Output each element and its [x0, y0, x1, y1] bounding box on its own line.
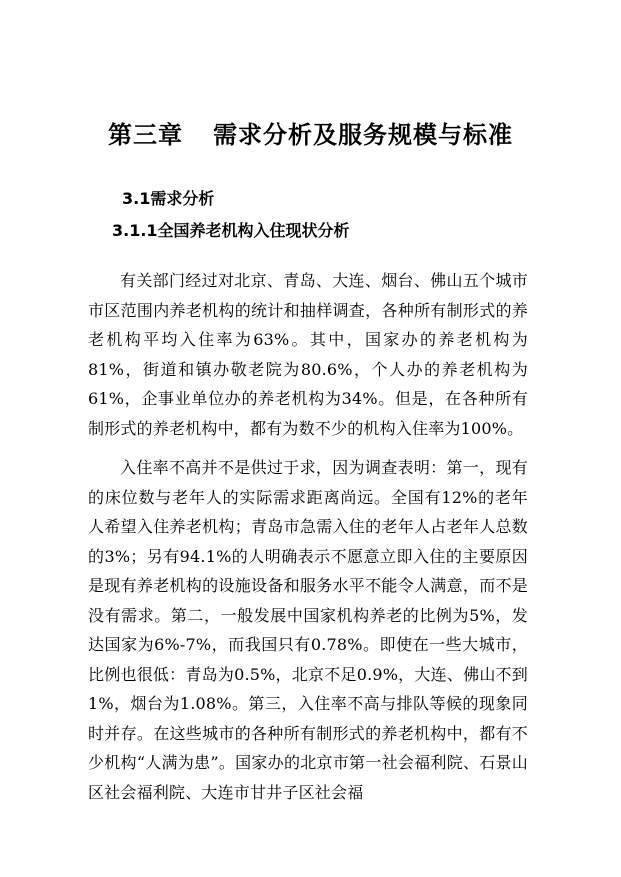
chapter-title-text: 需求分析及服务规模与标准	[213, 121, 513, 149]
section-heading: 3.1需求分析	[122, 189, 215, 208]
body-paragraph-1: 有关部门经过对北京、青岛、大连、烟台、佛山五个城市市区范围内养老机构的统计和抽样调查，各种所有制形式的养老机构平均入住率为63%。其中，国家办的养老机构为81%，街道和镇办敬老院为80.6%，个人办的养老机构为61%，企事业单位办的养老机构为34%。但是，在各种所有制形式的养老机构中，都有为数不少的机构入住率为100%。	[88, 271, 528, 438]
body-paragraph-2: 入住率不高并不是供过于求，因为调查表明：第一，现有的床位数与老年人的实际需求距离尚远。全国有12%的老年人希望入住养老机构；青岛市急需入住的老年人占老年人总数的3%；另有94.1%的人明确表示不愿意立即入住的主要原因是现有养老机构的设施设备和服务水平不能令人满意，而不是没有需求。第二，一般发展中国家机构养老的比例为5%，发达国家为6%-7%，而我国只有0.78%。即使在一些大城市，比例也很低：青岛为0.5%，北京不足0.9%，大连、佛山不到1%，烟台为1.08%。第三，入住率不高与排队等候的现象同时并存。在这些城市的各种所有制形式的养老机构中，都有不少机构“人满为患”。国家办的北京市第一社会福利院、石景山区社会福利院、大连市甘井子区社会福	[88, 458, 528, 802]
chapter-title	[0, 118, 621, 152]
chapter-number: 第三章	[108, 121, 183, 149]
subsection-heading: 3.1.1全国养老机构入住现状分析	[112, 221, 350, 240]
